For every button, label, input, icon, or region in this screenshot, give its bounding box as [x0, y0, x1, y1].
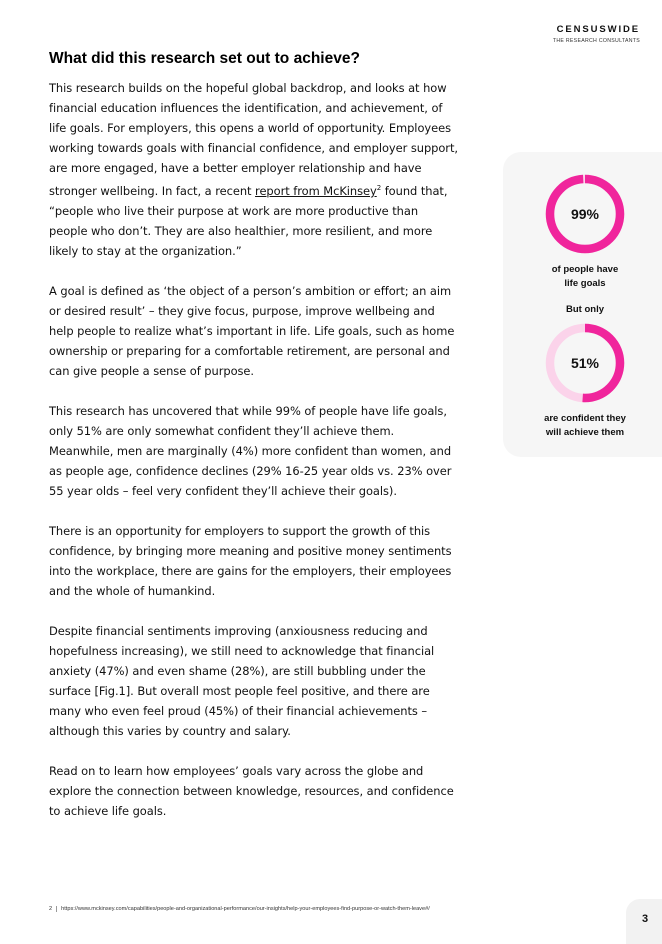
body-text	[49, 78, 459, 841]
stat-caption-line: life goals	[564, 278, 606, 289]
stat-life-goals	[503, 172, 662, 291]
stat-value-51: 51%	[570, 355, 600, 371]
paragraph-4: There is an opportunity for employers to support the growth of this confidence, by bringing more meaning and positive money sentiments into the workplace, there are gains for the employers, their employees and the whole of humankind.	[49, 523, 452, 598]
paragraph-2: A goal is defined as ‘the object of a person’s ambition or effort; an aim or desired result’ – they give focus, purpose, improve wellbeing and help people to realize what’s important in life. Life goals, such as home ownership or preparing for a comfortable retirement, are personal and can give people a sense of purpose.	[49, 283, 455, 378]
stats-panel	[503, 152, 662, 457]
brand-tagline: THE RESEARCH CONSULTANTS	[552, 38, 640, 44]
footnote	[49, 906, 430, 912]
paragraph-3: This research has uncovered that while 99% of people have life goals, only 51% are only somewhat confident they’ll achieve them. Meanwhile, men are marginally (4%) more confident than women, and as people age, confidence declines (29% 16-25 year olds vs. 23% over 55 year olds – feel very confident they’ll achieve their goals).	[49, 403, 452, 498]
connector-text: But only	[566, 304, 604, 315]
paragraph-1-end: found that, “people who live their purpose at work are more productive than people who don’t. They are also healthier, more resilient, and more likely to stay at the organization.”	[49, 183, 448, 258]
mckinsey-report-link[interactable]: report from McKinsey	[255, 183, 377, 198]
stat-value-99: 99%	[570, 206, 600, 222]
page-number-tab	[626, 899, 662, 944]
stat-confidence	[503, 321, 662, 440]
stat-caption-line: of people have	[551, 264, 619, 275]
paragraph-1	[49, 78, 459, 261]
paragraph-1-start: This research builds on the hopeful global backdrop, and looks at how financial education influences the identification, and achievement, of life goals. For employers, this opens a world of opportunity. Employees working towards goals with financial confidence, and employer support, are more engaged, have a better employer relationship and have stronger wellbeing. In fact, a recent	[49, 81, 458, 198]
stat-caption-line: will achieve them	[545, 427, 625, 438]
footnote-url[interactable]: https://www.mckinsey.com/capabilities/people-and-organizational-performance/our-insights/help-your-employees-find-purpose-or-watch-them-leave#/	[61, 906, 430, 912]
footnote-ref: 2	[376, 184, 382, 192]
paragraph-5: Despite financial sentiments improving (anxiousness reducing and hopefulness increasing), we still need to acknowledge that financial anxiety (47%) and even shame (28%), are still bubbling under the surface [Fig.1]. But overall most people feel positive, and there are many who even feel proud (45%) of their financial achievements – although this varies by country and salary.	[49, 623, 435, 738]
brand-name: CENSUSWIDE	[556, 24, 640, 35]
page-number: 3	[642, 913, 649, 925]
paragraph-6: Read on to learn how employees’ goals vary across the globe and explore the connection between knowledge, resources, and confidence to achieve life goals.	[49, 763, 454, 818]
stat-caption-line: are confident they	[544, 413, 626, 424]
brand-logo	[553, 24, 640, 44]
donut-chart-life-goals	[543, 172, 627, 256]
donut-chart-confidence	[543, 321, 627, 405]
section-title: What did this research set out to achieve?	[49, 50, 360, 67]
footnote-number: 2	[49, 906, 57, 912]
